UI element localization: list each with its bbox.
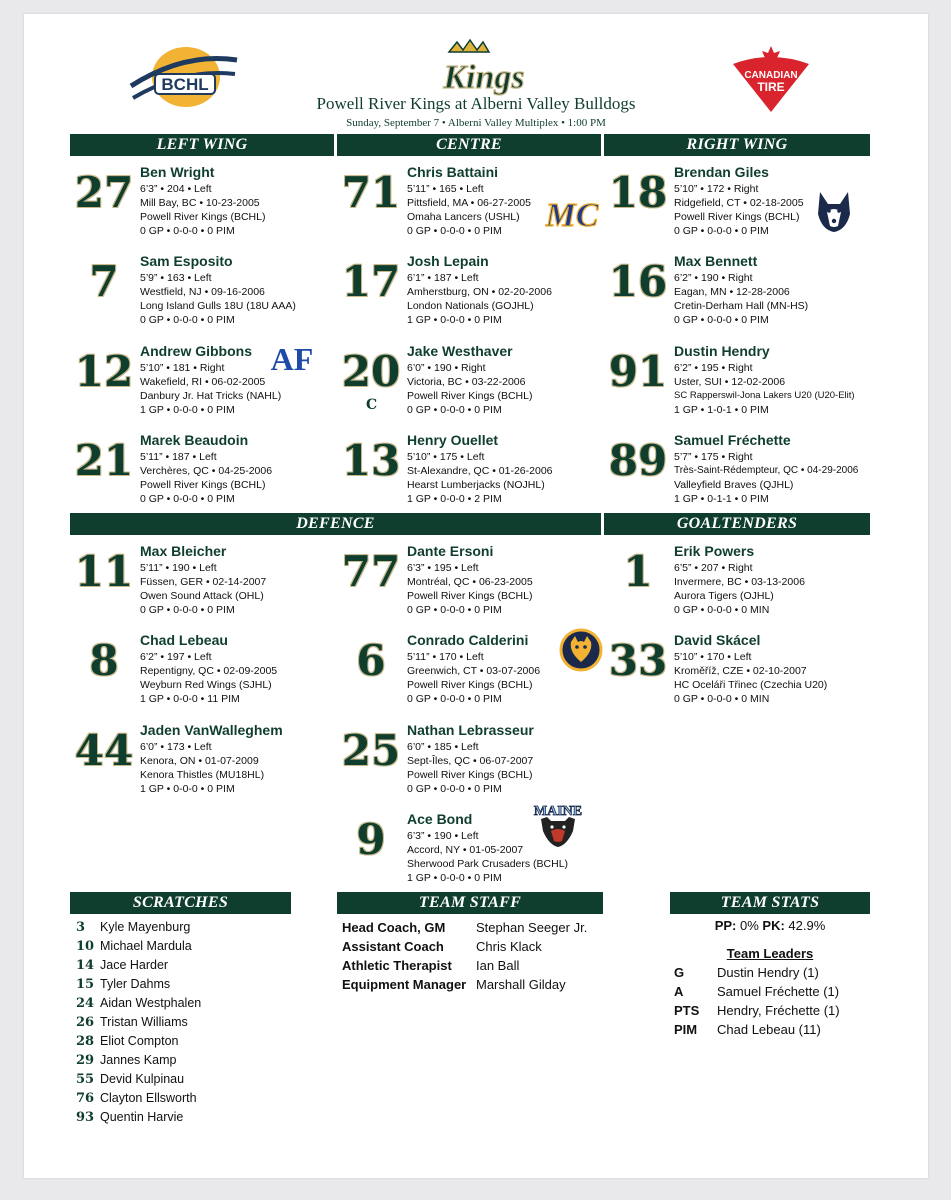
player-stats: 1 GP • 0-1-1 • 0 PIM (674, 493, 769, 505)
svg-text:AF: AF (270, 341, 314, 376)
player-stats: 0 GP • 0-0-0 • 0 PIM (140, 225, 235, 237)
scratch-name: Devid Kulpinau (100, 1072, 185, 1086)
player-name: Brendan Giles (674, 164, 769, 180)
player-number: 91 (608, 347, 668, 396)
player-team: HC Oceláři Třinec (Czechia U20) (674, 679, 828, 691)
scratch-name: Clayton Ellsworth (100, 1091, 197, 1105)
list-item (674, 1022, 840, 1041)
player-size: 5’7” • 175 • Right (674, 451, 753, 463)
player-hometown: Uster, SUI • 12-02-2006 (674, 376, 786, 388)
pk-label: PK: (762, 918, 785, 933)
player-team: Powell River Kings (BCHL) (407, 679, 533, 691)
scratch-name: Tristan Williams (100, 1015, 188, 1029)
player-team: Weyburn Red Wings (SJHL) (140, 679, 272, 691)
section-defence: DEFENCE (70, 513, 601, 535)
list-item (76, 1053, 201, 1072)
player-name: Ben Wright (140, 164, 215, 180)
player-team: Aurora Tigers (OJHL) (674, 590, 774, 602)
list-item (674, 1003, 840, 1022)
player-card (70, 722, 332, 802)
player-team: Cretin-Derham Hall (MN-HS) (674, 300, 809, 312)
player-size: 6’1” • 187 • Left (407, 272, 479, 284)
player-stats: 1 GP • 0-0-0 • 2 PIM (407, 493, 502, 505)
scratch-number: 3 (76, 920, 86, 935)
player-size: 6’2” • 197 • Left (140, 651, 212, 663)
scratch-number: 15 (76, 977, 95, 992)
game-title: Powell River Kings at Alberni Valley Bulldogs (316, 94, 636, 113)
player-stats: 0 GP • 0-0-0 • 0 MIN (674, 604, 770, 616)
player-team: Long Island Gulls 18U (18U AAA) (140, 300, 296, 312)
leader-category: PTS (674, 1003, 700, 1018)
player-hometown: Très-Saint-Rédempteur, QC • 04-29-2006 (674, 465, 859, 476)
leader-value: Chad Lebeau (11) (717, 1022, 821, 1037)
special-teams-stats (670, 918, 870, 933)
scratch-name: Michael Mardula (100, 939, 192, 953)
player-number: 89 (608, 436, 668, 485)
list-item (76, 996, 201, 1015)
player-name: Dante Ersoni (407, 543, 494, 559)
merrimack-logo (545, 190, 599, 234)
player-hometown: Amherstburg, ON • 02-20-2006 (407, 286, 552, 298)
staff-name: Stephan Seeger Jr. (476, 920, 588, 935)
player-size: 6’2” • 190 • Right (674, 272, 753, 284)
player-card (337, 164, 599, 244)
roster-sheet (24, 14, 928, 1178)
player-card (337, 343, 599, 423)
player-name: Jaden VanWalleghem (140, 722, 283, 738)
player-number: 7 (89, 257, 119, 306)
player-card (70, 432, 332, 512)
player-team: Powell River Kings (BCHL) (140, 211, 266, 223)
player-card (70, 253, 332, 333)
player-size: 6’0” • 190 • Right (407, 362, 486, 374)
player-number: 27 (74, 168, 134, 217)
player-team: Powell River Kings (BCHL) (674, 211, 800, 223)
player-team: Powell River Kings (BCHL) (407, 769, 533, 781)
player-number: 18 (608, 168, 668, 217)
svg-text:MC: MC (545, 197, 599, 234)
list-item (674, 984, 840, 1003)
player-number: 21 (74, 436, 134, 485)
player-hometown: Invermere, BC • 03-13-2006 (674, 576, 805, 588)
player-hometown: Eagan, MN • 12-28-2006 (674, 286, 790, 298)
player-size: 5’11” • 187 • Left (140, 451, 217, 463)
staff-role: Equipment Manager (342, 977, 467, 992)
leader-value: Hendry, Fréchette (1) (717, 1003, 840, 1018)
list-item (76, 920, 201, 939)
player-number: 77 (341, 547, 401, 596)
list-item (76, 1034, 201, 1053)
player-team: Sherwood Park Crusaders (BCHL) (407, 858, 569, 870)
player-hometown: Victoria, BC • 03-22-2006 (407, 376, 526, 388)
player-name: Chris Battaini (407, 164, 499, 180)
team-leaders-list (674, 965, 840, 1041)
player-number: 44 (74, 726, 134, 775)
player-card (70, 632, 332, 712)
list-item (76, 1015, 201, 1034)
game-subtitle: Sunday, September 7 • Alberni Valley Multiplex • 1:00 PM (346, 117, 606, 129)
scratch-number: 93 (76, 1110, 95, 1125)
player-card (337, 253, 599, 333)
player-card (604, 253, 866, 333)
scratch-number: 28 (76, 1034, 95, 1049)
list-item (76, 1072, 201, 1091)
player-size: 5’11” • 165 • Left (407, 183, 484, 195)
player-team: Powell River Kings (BCHL) (407, 390, 533, 402)
player-team: Hearst Lumberjacks (NOJHL) (407, 479, 545, 491)
player-hometown: Westfield, NJ • 09-16-2006 (140, 286, 265, 298)
bchl-logo-text: BCHL (161, 75, 209, 94)
scratch-name: Eliot Compton (100, 1034, 179, 1048)
staff-name: Marshall Gilday (476, 977, 566, 992)
player-name: Dustin Hendry (674, 343, 770, 359)
scratch-name: Kyle Mayenburg (100, 920, 191, 934)
captain-badge: C (366, 397, 378, 413)
player-stats: 0 GP • 0-0-0 • 0 PIM (407, 783, 502, 795)
player-name: Erik Powers (674, 543, 755, 559)
player-name: Andrew Gibbons (140, 343, 252, 359)
player-number: 1 (623, 547, 653, 596)
player-team: Owen Sound Attack (OHL) (140, 590, 264, 602)
scratch-number: 55 (76, 1072, 95, 1087)
player-card (337, 432, 599, 512)
canadian-tire-line1: CANADIAN (744, 70, 798, 81)
player-card (604, 632, 866, 712)
player-name: Max Bleicher (140, 543, 227, 559)
player-hometown: Mill Bay, BC • 10-23-2005 (140, 197, 260, 209)
player-number: 9 (356, 815, 386, 864)
player-size: 5’11” • 170 • Left (407, 651, 484, 663)
player-hometown: Repentigny, QC • 02-09-2005 (140, 665, 278, 677)
section-team-stats: TEAM STATS (670, 892, 870, 914)
player-stats: 0 GP • 0-0-0 • 0 PIM (140, 604, 235, 616)
player-name: Ace Bond (407, 811, 473, 827)
staff-name: Chris Klack (476, 939, 542, 954)
svg-text:MAINE: MAINE (533, 804, 583, 819)
list-item (342, 977, 587, 996)
player-team: London Nationals (GOJHL) (407, 300, 534, 312)
scratch-number: 10 (76, 939, 95, 954)
player-hometown: Wakefield, RI • 06-02-2005 (140, 376, 266, 388)
player-size: 6’3” • 195 • Left (407, 562, 479, 574)
player-hometown: Kenora, ON • 01-07-2009 (140, 755, 259, 767)
player-stats: 0 GP • 0-0-0 • 0 PIM (674, 225, 769, 237)
player-hometown: Pittsfield, MA • 06-27-2005 (407, 197, 531, 209)
scratch-number: 76 (76, 1091, 95, 1106)
player-size: 6’3” • 190 • Left (407, 830, 479, 842)
section-goaltenders: GOALTENDERS (604, 513, 870, 535)
player-size: 5’10” • 175 • Left (407, 451, 485, 463)
player-team: Powell River Kings (BCHL) (140, 479, 266, 491)
player-hometown: Montréal, QC • 06-23-2005 (407, 576, 533, 588)
staff-role: Head Coach, GM (342, 920, 446, 935)
player-team: Valleyfield Braves (QJHL) (674, 479, 794, 491)
player-size: 5’10” • 172 • Right (674, 183, 759, 195)
scratches-list (76, 920, 201, 1129)
scratch-number: 14 (76, 958, 95, 973)
pp-label: PP: (714, 918, 737, 933)
player-name: Samuel Fréchette (674, 432, 791, 448)
staff-role: Assistant Coach (342, 939, 444, 954)
maine-logo (527, 801, 589, 849)
list-item (76, 939, 201, 958)
player-stats: 0 GP • 0-0-0 • 0 PIM (407, 404, 502, 416)
player-stats: 0 GP • 0-0-0 • 0 PIM (674, 314, 769, 326)
list-item (76, 1091, 201, 1110)
player-stats: 0 GP • 0-0-0 • 0 PIM (407, 604, 502, 616)
list-item (674, 965, 840, 984)
player-number: 12 (74, 347, 134, 396)
player-number: 25 (341, 726, 401, 775)
player-team: SC Rapperswil-Jona Lakers U20 (U20-Elit) (674, 390, 855, 401)
player-name: Conrado Calderini (407, 632, 529, 648)
leader-category: G (674, 965, 685, 980)
section-left-wing: LEFT WING (70, 134, 334, 156)
player-hometown: St-Alexandre, QC • 01-26-2006 (407, 465, 553, 477)
list-item (342, 958, 587, 977)
air-force-logo (270, 340, 314, 376)
player-stats: 1 GP • 0-0-0 • 0 PIM (407, 872, 502, 884)
player-name: Chad Lebeau (140, 632, 228, 648)
section-right-wing: RIGHT WING (604, 134, 870, 156)
player-size: 6’0” • 173 • Left (140, 741, 212, 753)
player-stats: 0 GP • 0-0-0 • 0 PIM (407, 693, 502, 705)
player-name: Jake Westhaver (407, 343, 513, 359)
player-size: 6’2” • 195 • Right (674, 362, 753, 374)
player-team: Powell River Kings (BCHL) (407, 590, 533, 602)
player-hometown: Füssen, GER • 02-14-2007 (140, 576, 267, 588)
player-card (337, 804, 599, 891)
player-stats: 0 GP • 0-0-0 • 0 PIM (140, 314, 235, 326)
section-scratches: SCRATCHES (70, 892, 291, 914)
player-size: 5’10” • 170 • Left (674, 651, 752, 663)
bobcat-logo (559, 628, 603, 672)
player-number: 17 (341, 257, 401, 306)
player-name: Marek Beaudoin (140, 432, 249, 448)
player-hometown: Greenwich, CT • 03-07-2006 (407, 665, 541, 677)
staff-name: Ian Ball (476, 958, 520, 973)
kings-logo-text: Kings (443, 59, 525, 96)
player-name: Henry Ouellet (407, 432, 499, 448)
team-staff-list (342, 920, 587, 996)
player-team: Danbury Jr. Hat Tricks (NAHL) (140, 390, 282, 402)
player-size: 6’3” • 204 • Left (140, 183, 212, 195)
player-card (337, 722, 599, 802)
player-card (604, 432, 866, 512)
scratch-name: Aidan Westphalen (100, 996, 202, 1010)
player-number: 13 (341, 436, 401, 485)
player-size: 5’11” • 190 • Left (140, 562, 217, 574)
scratch-number: 24 (76, 996, 95, 1011)
player-team: Kenora Thistles (MU18HL) (140, 769, 265, 781)
scratch-name: Tyler Dahms (100, 977, 171, 991)
husky-logo (816, 190, 852, 234)
player-number: 33 (608, 636, 668, 685)
player-name: Sam Esposito (140, 253, 233, 269)
player-size: 6’5” • 207 • Right (674, 562, 753, 574)
section-team-staff: TEAM STAFF (337, 892, 603, 914)
player-name: Nathan Lebrasseur (407, 722, 534, 738)
player-hometown: Kroměříž, CZE • 02-10-2007 (674, 665, 807, 677)
player-number: 71 (341, 168, 401, 217)
staff-role: Athletic Therapist (342, 958, 452, 973)
pk-value: 42.9% (784, 918, 826, 933)
leader-value: Samuel Fréchette (1) (717, 984, 840, 999)
player-stats: 1 GP • 1-0-1 • 0 PIM (674, 404, 769, 416)
player-card (604, 343, 866, 423)
player-number: 16 (608, 257, 668, 306)
player-size: 5’10” • 181 • Right (140, 362, 225, 374)
player-name: David Skácel (674, 632, 761, 648)
player-number: 11 (74, 547, 134, 596)
canadian-tire-line2: TIRE (757, 80, 785, 94)
pp-value: 0% (736, 918, 763, 933)
player-team: Omaha Lancers (USHL) (407, 211, 520, 223)
list-item (342, 920, 587, 939)
leader-category: A (674, 984, 684, 999)
player-name: Josh Lepain (407, 253, 489, 269)
player-card (604, 164, 866, 244)
player-hometown: Verchères, QC • 04-25-2006 (140, 465, 273, 477)
leader-value: Dustin Hendry (1) (717, 965, 819, 980)
list-item (76, 1110, 201, 1129)
player-card (70, 543, 332, 623)
list-item (342, 939, 587, 958)
scratch-name: Quentin Harvie (100, 1110, 184, 1124)
scratch-name: Jace Harder (100, 958, 169, 972)
list-item (76, 977, 201, 996)
player-number: 6 (356, 636, 386, 685)
player-stats: 0 GP • 0-0-0 • 0 PIM (140, 493, 235, 505)
player-card (337, 543, 599, 623)
player-size: 5’9” • 163 • Left (140, 272, 212, 284)
player-stats: 1 GP • 0-0-0 • 0 PIM (407, 314, 502, 326)
team-leaders-title: Team Leaders (726, 946, 814, 961)
player-card (70, 343, 332, 423)
player-stats: 0 GP • 0-0-0 • 0 MIN (674, 693, 770, 705)
scratch-number: 26 (76, 1015, 95, 1030)
section-centre: CENTRE (337, 134, 601, 156)
leader-category: PIM (674, 1022, 698, 1037)
player-stats: 1 GP • 0-0-0 • 0 PIM (140, 404, 235, 416)
player-number: 8 (89, 636, 119, 685)
player-hometown: Sept-Îles, QC • 06-07-2007 (407, 755, 534, 767)
player-hometown: Ridgefield, CT • 02-18-2005 (674, 197, 804, 209)
player-hometown: Accord, NY • 01-05-2007 (407, 844, 524, 856)
scratch-number: 29 (76, 1053, 95, 1068)
player-card (337, 632, 599, 712)
player-stats: 1 GP • 0-0-0 • 11 PIM (140, 693, 240, 705)
player-card (604, 543, 866, 623)
player-stats: 1 GP • 0-0-0 • 0 PIM (140, 783, 235, 795)
player-number: 20 (341, 347, 401, 396)
list-item (76, 958, 201, 977)
player-name: Max Bennett (674, 253, 758, 269)
player-card (70, 164, 332, 244)
player-stats: 0 GP • 0-0-0 • 0 PIM (407, 225, 502, 237)
player-size: 6’0” • 185 • Left (407, 741, 479, 753)
scratch-name: Jannes Kamp (100, 1053, 177, 1067)
